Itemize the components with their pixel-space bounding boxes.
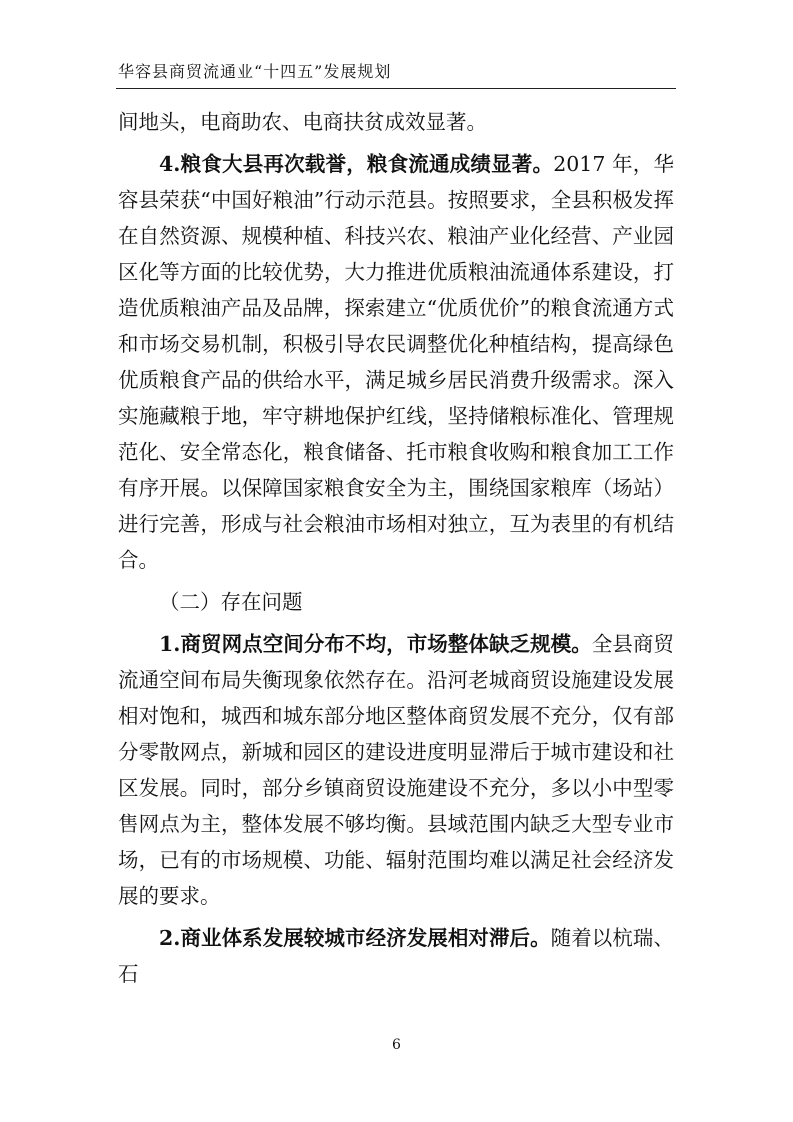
paragraph-commerce-system (118, 920, 674, 992)
page-number: 6 (392, 1037, 401, 1053)
paragraph-commerce-system-body: 随着以杭瑞、石 (118, 926, 675, 986)
paragraph-grain (118, 146, 674, 578)
document-body (118, 104, 674, 992)
paragraph-distribution-body: 全县商贸流通空间布局失衡现象依然存在。沿河老城商贸设施建设发展相对饱和，城西和城东部分地区整体商贸发展不充分，仅有部分零散网点，新城和园区的建设进度明显滞后于城市建设和社区发展。同时，部分乡镇商贸设施建设不充分，多以小中型零售网点为主，整体发展不够均衡。县域范围内缺乏大型专业市场，已有的市场规模、功能、辐射范围均难以满足社会经济发展的要求。 (118, 632, 674, 908)
running-header: 华容县商贸流通业“十四五”发展规划 (118, 62, 392, 81)
paragraph-commerce-system-heading: 2.商业体系发展较城市经济发展相对滞后。 (159, 926, 551, 950)
paragraph-grain-heading: 4.粮食大县再次载誉，粮食流通成绩显著。 (159, 152, 554, 176)
paragraph-distribution-heading: 1.商贸网点空间分布不均，市场整体缺乏规模。 (159, 632, 592, 656)
paragraph-continuation: 间地头，电商助农、电商扶贫成效显著。 (118, 110, 487, 134)
section-heading-problems: （二）存在问题 (159, 590, 303, 614)
paragraph-grain-body: 2017 年，华容县荣获“中国好粮油”行动示范县。按照要求，全县积极发挥在自然资源、规模种植、科技兴农、粮油产业化经营、产业园区化等方面的比较优势，大力推进优质粮油流通体系建设，打造优质粮油产品及品牌，探索建立“优质优价”的粮食流通方式和市场交易机制，积极引导农民调整优化种植结构，提高绿色优质粮食产品的供给水平，满足城乡居民消费升级需求。深入实施藏粮于地，牢守耕地保护红线，坚持储粮标准化、管理规范化、安全常态化，粮食储备、托市粮食收购和粮食加工工作有序开展。以保障国家粮食安全为主，围绕国家粮库（场站）进行完善，形成与社会粮油市场相对独立，互为表里的有机结合。 (118, 152, 675, 572)
paragraph-distribution (118, 626, 674, 914)
header-divider (116, 88, 676, 89)
